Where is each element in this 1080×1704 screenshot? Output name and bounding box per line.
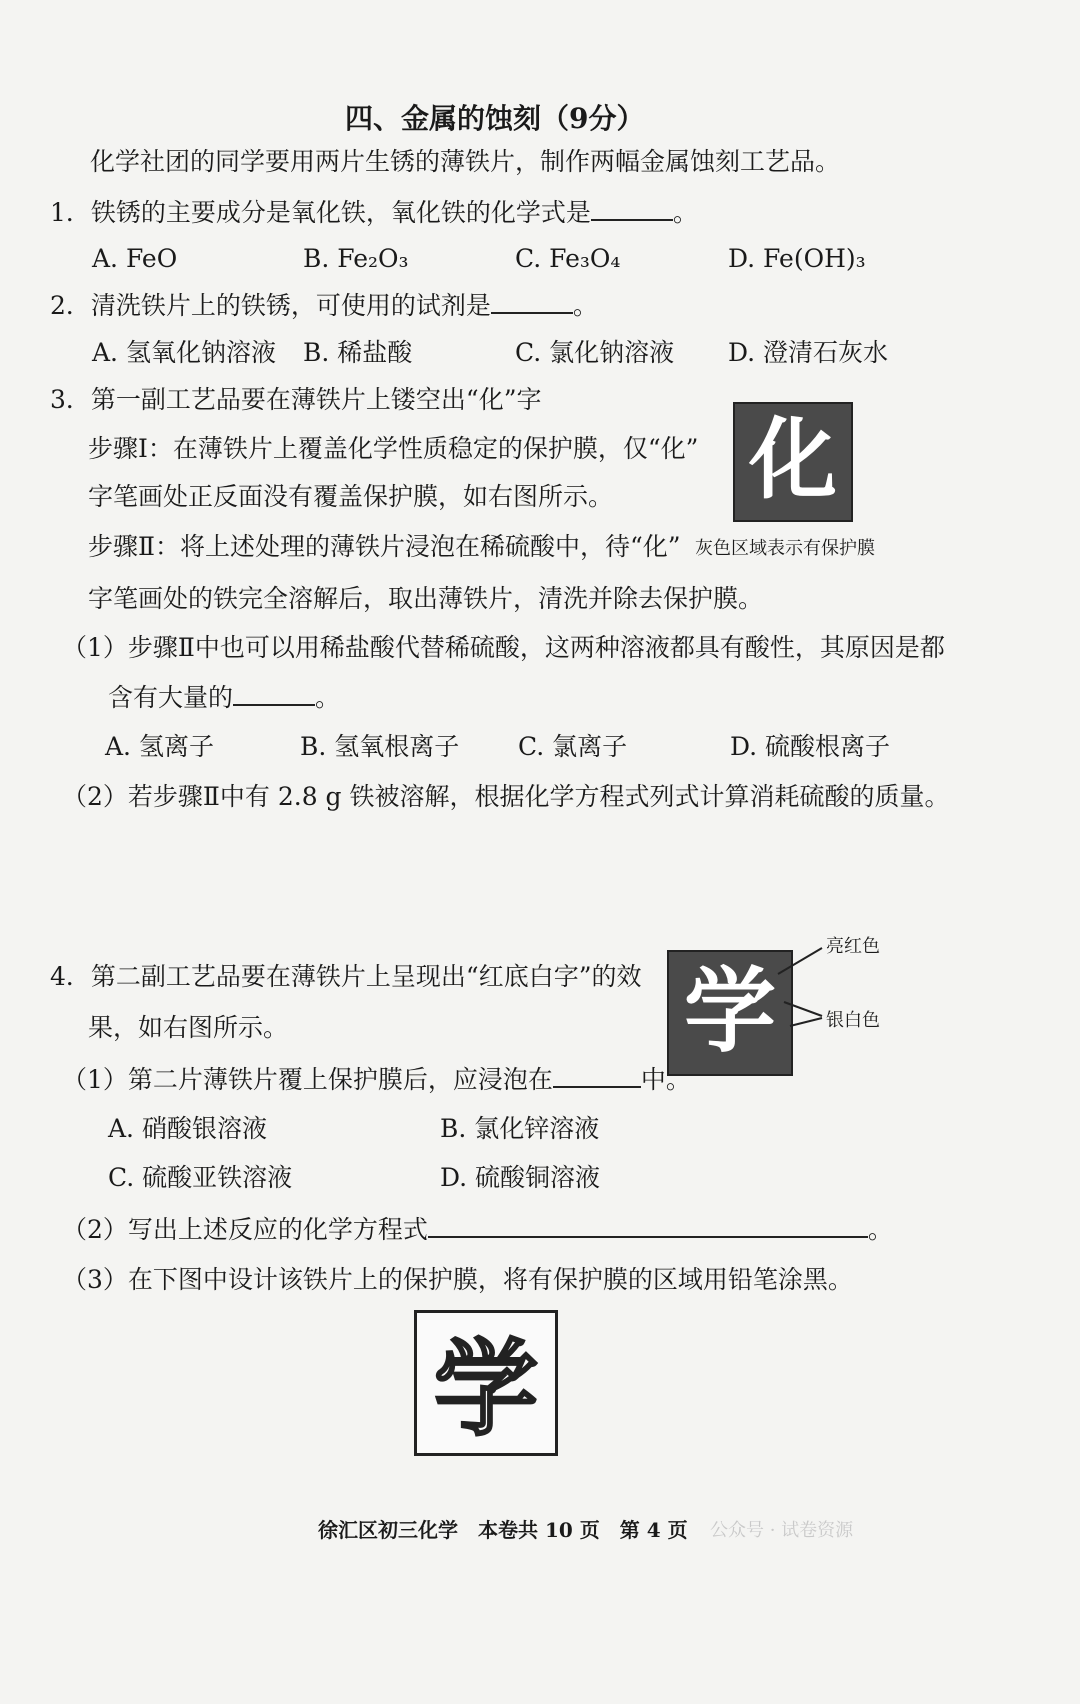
q1-option-b[interactable]: B. Fe₂O₃ [303,244,409,273]
q4-drawing-box[interactable] [414,1310,558,1456]
q3-sub1-line2: 含有大量的 。 [108,680,340,715]
q3-stem: 3．第一副工艺品要在薄铁片上镂空出“化”字 [50,385,542,414]
q4-stem-line2: 果，如右图所示。 [88,1013,289,1042]
q1-option-d[interactable]: D. Fe(OH)₃ [728,244,866,273]
q4-sub1-option-d[interactable]: D. 硫酸铜溶液 [440,1163,601,1192]
q3-figure-caption: 灰色区域表示有保护膜 [695,538,875,559]
q3-sub2-answer-area[interactable] [100,830,920,940]
q4-sub2-blank[interactable] [428,1212,868,1238]
q4-sub1-option-a[interactable]: A. 硝酸银溶液 [108,1114,267,1143]
q3-figure-char: 化 [748,408,837,511]
q3-step1-line2: 字笔画处正反面没有覆盖保护膜，如右图所示。 [88,482,614,511]
q4-label-white: 银白色 [826,1010,880,1031]
q3-step2-line2: 字笔画处的铁完全溶解后，取出薄铁片，清洗并除去保护膜。 [88,584,764,613]
q4-sub1-blank[interactable] [553,1062,641,1088]
page-footer: 徐汇区初三化学 本卷共 10 页 第 4 页 [318,1518,688,1542]
q1-option-c[interactable]: C. Fe₃O₄ [515,244,621,273]
q1-stem: 1．铁锈的主要成分是氧化铁，氧化铁的化学式是 。 [50,195,698,230]
q3-sub2: （2）若步骤Ⅱ中有 2.8 g 铁被溶解，根据化学方程式列式计算消耗硫酸的质量。 [62,782,950,811]
q4-label-red: 亮红色 [826,936,880,957]
q4-sub2: （2）写出上述反应的化学方程式 。 [62,1212,893,1247]
section-title: 四、金属的蚀刻（9分） [345,102,645,135]
watermark: 公众号 · 试卷资源 [710,1520,854,1541]
q2-stem: 2．清洗铁片上的铁锈，可使用的试剂是 。 [50,288,598,323]
q3-sub1-option-a[interactable]: A. 氢离子 [105,732,214,761]
q4-stem-line1: 4．第二副工艺品要在薄铁片上呈现出“红底白字”的效 [50,962,642,991]
q4-sub1: （1）第二片薄铁片覆上保护膜后，应浸泡在 中。 [62,1062,691,1097]
q3-sub1-blank[interactable] [233,680,315,706]
section-intro: 化学社团的同学要用两片生锈的薄铁片，制作两幅金属蚀刻工艺品。 [90,147,841,176]
q4-drawing-char [417,1313,555,1453]
q3-step1-line1: 步骤Ⅰ：在薄铁片上覆盖化学性质稳定的保护膜，仅“化” [88,434,699,463]
q3-sub1-option-d[interactable]: D. 硫酸根离子 [730,732,891,761]
q2-option-c[interactable]: C. 氯化钠溶液 [515,338,675,367]
q3-sub1-option-b[interactable]: B. 氢氧根离子 [300,732,460,761]
q2-option-b[interactable]: B. 稀盐酸 [303,338,413,367]
q4-sub1-option-b[interactable]: B. 氯化锌溶液 [440,1114,600,1143]
q3-sub1-line1: （1）步骤Ⅱ中也可以用稀盐酸代替稀硫酸，这两种溶液都具有酸性，其原因是都 [62,633,945,662]
q3-step2-line1: 步骤Ⅱ：将上述处理的薄铁片浸泡在稀硫酸中，待“化” [88,532,681,561]
q2-blank[interactable] [491,288,573,314]
q4-sub3: （3）在下图中设计该铁片上的保护膜，将有保护膜的区域用铅笔涂黑。 [62,1265,853,1294]
q4-figure-char: 学 [683,958,776,1065]
q2-option-d[interactable]: D. 澄清石灰水 [728,338,889,367]
q3-figure [733,402,853,522]
q2-option-a[interactable]: A. 氢氧化钠溶液 [92,338,276,367]
q3-sub1-option-c[interactable]: C. 氯离子 [518,732,628,761]
q4-drawing-char-text: 学 [433,1328,539,1450]
q4-sub1-option-c[interactable]: C. 硫酸亚铁溶液 [108,1163,293,1192]
q1-option-a[interactable]: A. FeO [92,244,178,273]
q1-blank[interactable] [591,195,673,221]
